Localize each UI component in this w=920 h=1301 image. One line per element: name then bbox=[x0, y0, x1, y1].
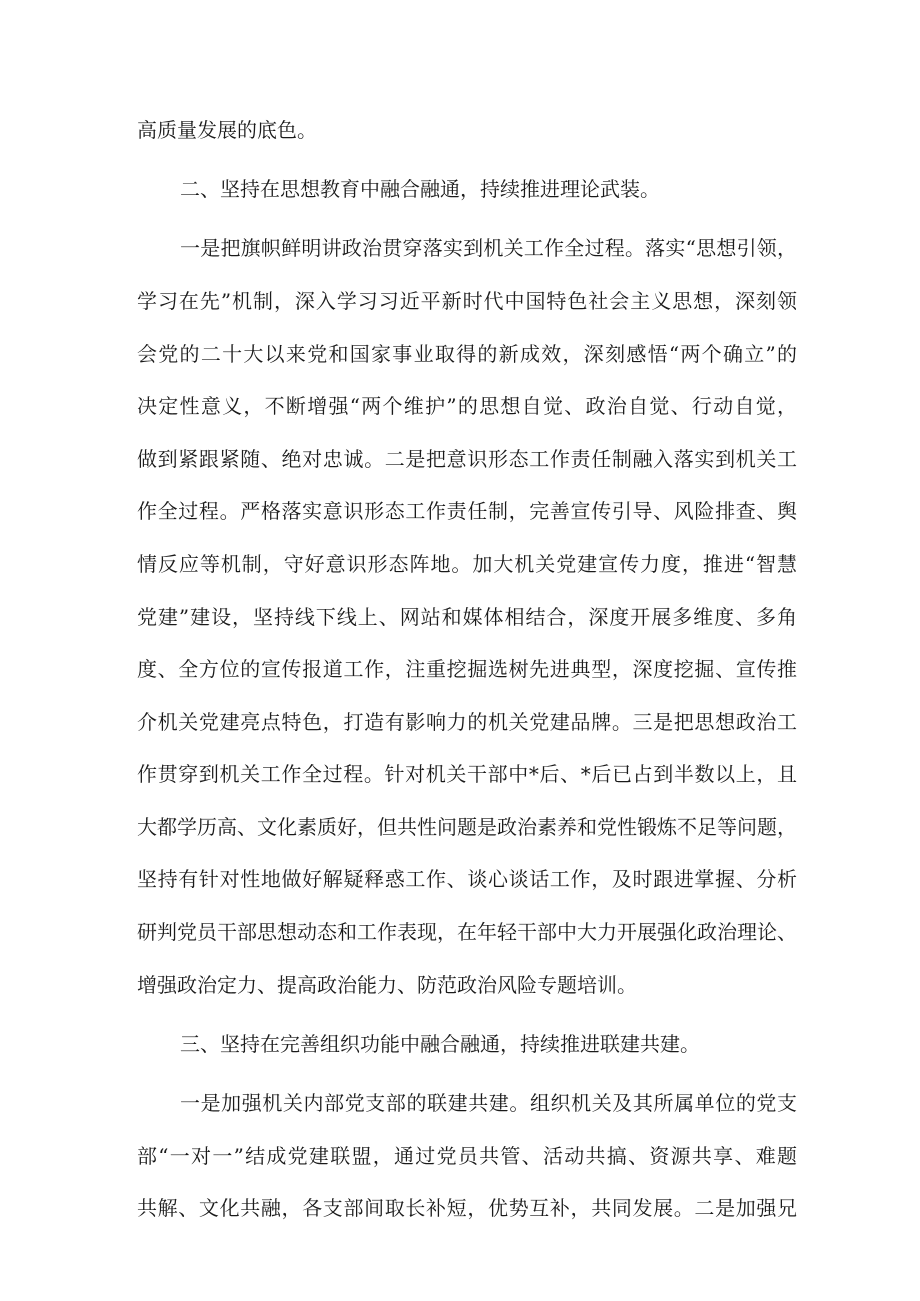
paragraph-line: 情反应等机制，守好意识形态阵地。加大机关党建宣传力度，推进“智慧 bbox=[137, 552, 797, 576]
paragraph-line: 共解、文化共融，各支部间取长补短，优势互补，共同发展。二是加强兄 bbox=[137, 1196, 797, 1220]
paragraph-line: 介机关党建亮点特色，打造有影响力的机关党建品牌。三是把思想政治工 bbox=[137, 710, 797, 734]
paragraph-line: 会党的二十大以来党和国家事业取得的新成效，深刻感悟“两个确立”的 bbox=[137, 342, 797, 366]
paragraph-line: 学习在先”机制，深入学习习近平新时代中国特色社会主义思想，深刻领 bbox=[137, 289, 797, 313]
paragraph-line: 做到紧跟紧随、绝对忠诚。二是把意识形态工作责任制融入落实到机关工 bbox=[137, 447, 797, 471]
section-heading: 二、坚持在思想教育中融合融通，持续推进理论武装。 bbox=[180, 177, 660, 201]
paragraph-line: 决定性意义，不断增强“两个维护”的思想自觉、政治自觉、行动自觉， bbox=[137, 394, 797, 418]
paragraph-line: 部“一对一”结成党建联盟，通过党员共管、活动共搞、资源共享、难题 bbox=[137, 1144, 797, 1168]
section-heading: 三、坚持在完善组织功能中融合融通，持续推进联建共建。 bbox=[180, 1032, 700, 1056]
paragraph-line: 党建”建设，坚持线下线上、网站和媒体相结合，深度开展多维度、多角 bbox=[137, 605, 797, 629]
paragraph-line: 增强政治定力、提高政治能力、防范政治风险专题培训。 bbox=[137, 973, 637, 997]
paragraph-line: 度、全方位的宣传报道工作，注重挖掘选树先进典型，深度挖掘、宣传推 bbox=[137, 657, 797, 681]
paragraph-line: 作全过程。严格落实意识形态工作责任制，完善宣传引导、风险排查、舆 bbox=[137, 499, 797, 523]
paragraph-line: 研判党员干部思想动态和工作表现，在年轻干部中大力开展强化政治理论、 bbox=[137, 920, 797, 944]
paragraph-line: 一是把旗帜鲜明讲政治贯穿落实到机关工作全过程。落实“思想引领， bbox=[180, 236, 797, 260]
paragraph-line: 高质量发展的底色。 bbox=[137, 118, 317, 142]
paragraph-line: 坚持有针对性地做好解疑释惑工作、谈心谈话工作，及时跟进掌握、分析 bbox=[137, 867, 797, 891]
paragraph-line: 一是加强机关内部党支部的联建共建。组织机关及其所属单位的党支 bbox=[180, 1091, 797, 1115]
paragraph-line: 大都学历高、文化素质好，但共性问题是政治素养和党性锻炼不足等问题， bbox=[137, 815, 797, 839]
paragraph-line: 作贯穿到机关工作全过程。针对机关干部中*后、*后已占到半数以上，且 bbox=[137, 762, 797, 786]
